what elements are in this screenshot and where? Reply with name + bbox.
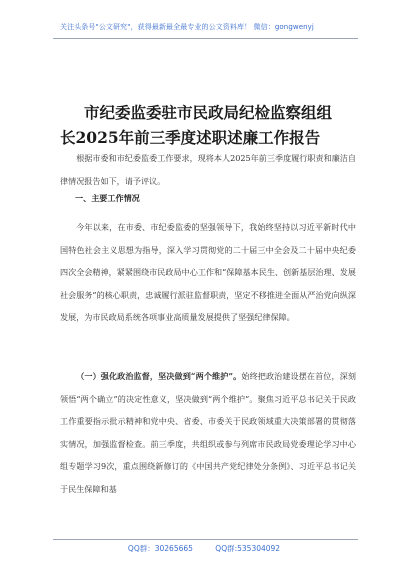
item-body: 始终把政治建设摆在首位，深刻领悟“两个确立”的决定性意义，坚决做到“两个维护”。聚焦习近平总书记关于民政工作重要指示批示精神和党中央、省委、市委关于民政领域重大决策部署的贯彻落实情况，加强监督检查。前三季度，共组织或参与列席市民政局党委理论学习中心组专题学习9次，重点围绕新修订的《中国共产党纪律处分条例》、习近平总书记关于民生保障和基 bbox=[60, 371, 356, 494]
item-lead: （一）强化政治监督，坚决做到“两个维护”。 bbox=[76, 371, 242, 381]
header-promo: 关注头条号"公文研究"，获得最新最全最专业的公文资料库！ 微信：gongwenyj bbox=[60, 23, 314, 31]
header-divider bbox=[53, 38, 358, 39]
footer-qq-group-1: QQ群：30265665 bbox=[127, 544, 193, 553]
section-paragraph: 今年以来，在市委、市纪委监委的坚强领导下，我始终坚持以习近平新时代中国特色社会主义思想为指导，深入学习贯彻党的二十届三中全会及二十届中央纪委四次全会精神，紧紧围绕市民政局中心工作和“保障基本民生、创新基层治理、发展社会服务”的核心职责，忠诚履行派驻监督职责，坚定不移推进全面从严治党向纵深发展，为市民政局系统各项事业高质量发展提供了坚强纪律保障。 bbox=[60, 222, 356, 323]
intro-paragraph: 根据市委和市纪委监委工作要求，现将本人2025年前三季度履行职责和廉洁自律情况报告如下，请予评议。 bbox=[60, 153, 356, 186]
footer bbox=[0, 543, 408, 554]
section-heading: 一、主要工作情况 bbox=[75, 193, 140, 203]
document-title-line2: 长2025年前三季度述职述廉工作报告 bbox=[60, 128, 321, 147]
item-paragraph bbox=[60, 365, 356, 501]
document-title-line1: 市纪委监委驻市民政局纪检监察组组 bbox=[84, 103, 333, 122]
footer-qq-group-2: QQ群:535304092 bbox=[215, 544, 281, 553]
footer-divider bbox=[53, 539, 358, 540]
